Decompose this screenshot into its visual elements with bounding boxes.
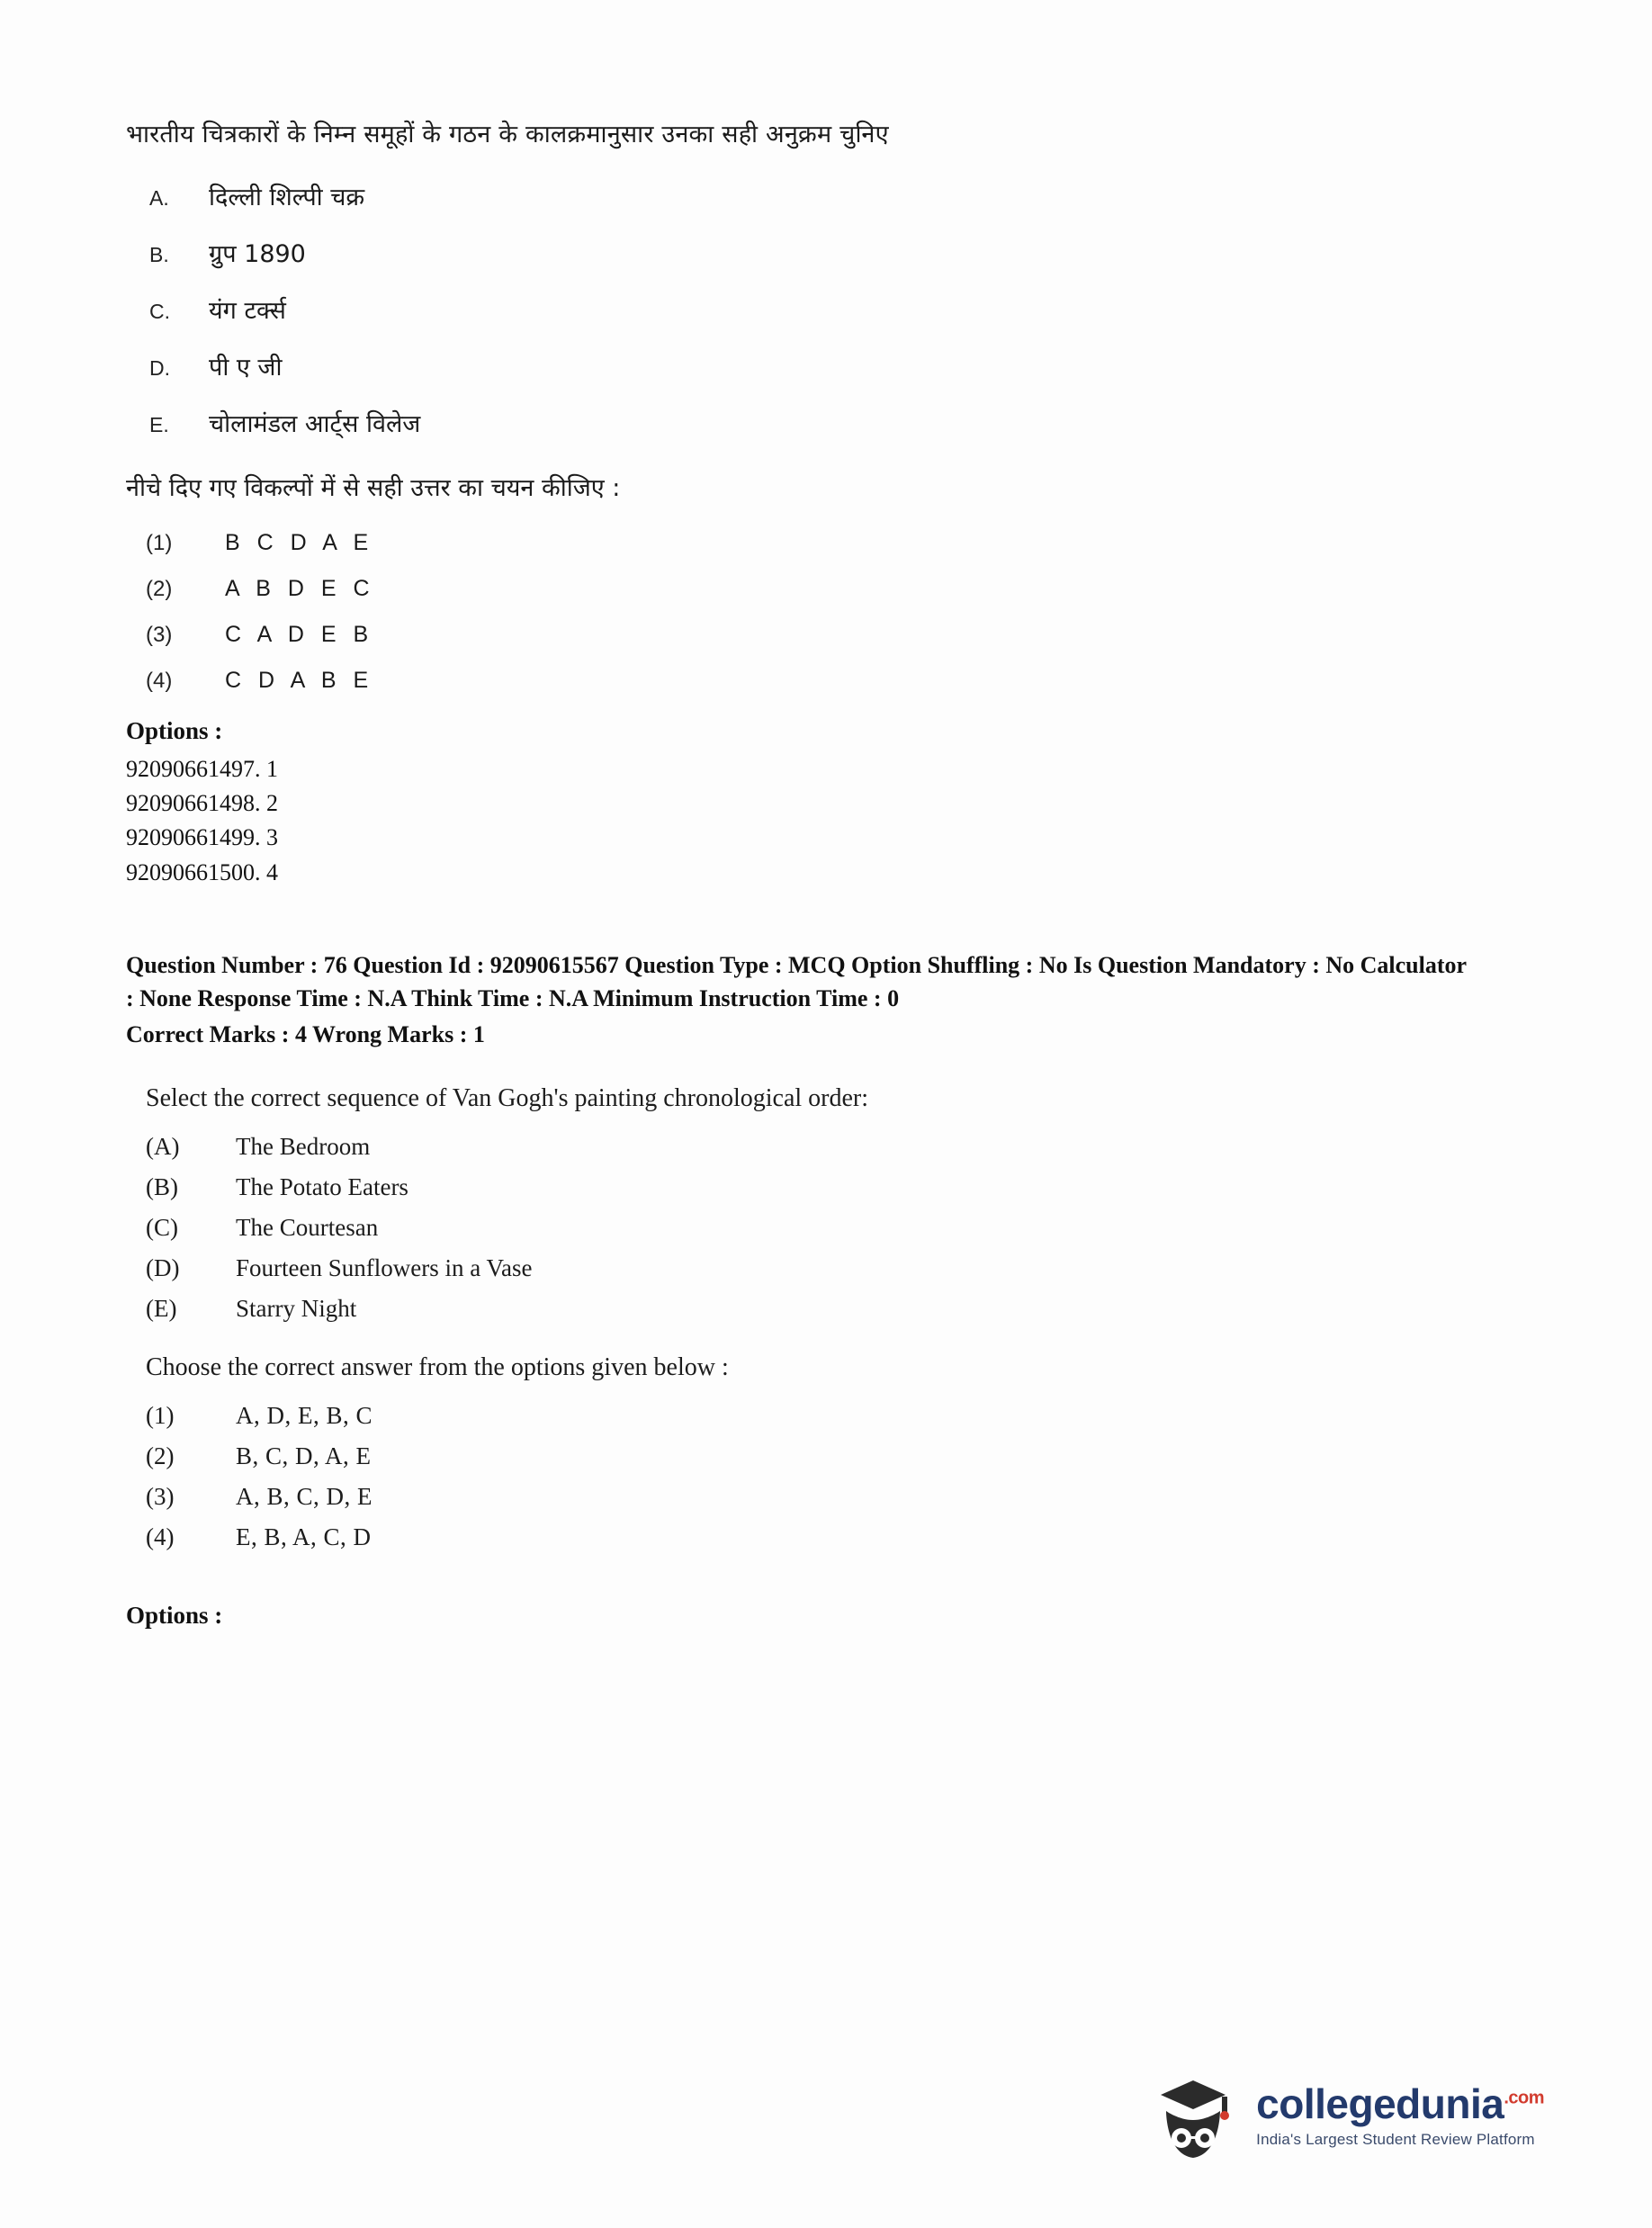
- english-list-item: [126, 1133, 1530, 1161]
- option-code: 92090661500. 4: [126, 858, 278, 885]
- options-heading-2: Options :: [126, 1602, 223, 1630]
- hindi-option-number: (4): [146, 668, 173, 693]
- options-heading: Options :: [126, 716, 223, 744]
- hindi-item-text: पी ए जी: [209, 353, 283, 382]
- hindi-answer-option[interactable]: [126, 622, 1530, 648]
- hindi-item-text: चोलामंडल आर्ट्स विलेज: [209, 409, 421, 438]
- hindi-list-item: [126, 406, 1530, 439]
- hindi-choose-instruction: नीचे दिए गए विकल्पों में से सही उत्तर का चयन कीजिए :: [126, 473, 621, 502]
- hindi-option-sequence: B C D A E: [225, 529, 374, 555]
- english-list-item: [126, 1254, 1530, 1282]
- english-answer-option[interactable]: [126, 1402, 1530, 1430]
- hindi-item-label: A.: [149, 185, 169, 210]
- question-marks: Correct Marks : 4 Wrong Marks : 1: [126, 1021, 485, 1048]
- english-answer-option[interactable]: [126, 1483, 1530, 1511]
- hindi-answer-option[interactable]: [126, 576, 1530, 602]
- watermark-brand-text: collegedunia: [1256, 2080, 1504, 2127]
- hindi-item-label: E.: [149, 412, 169, 436]
- english-item-text: The Potato Eaters: [236, 1173, 409, 1201]
- english-item-label: (E): [146, 1295, 177, 1323]
- hindi-answer-option[interactable]: [126, 530, 1530, 556]
- option-code: 92090661498. 2: [126, 789, 278, 816]
- collegedunia-watermark: [1145, 2064, 1544, 2165]
- watermark-brand-suffix: .com: [1504, 2088, 1544, 2108]
- hindi-question-block: [126, 117, 1530, 694]
- english-option-number: (2): [146, 1442, 175, 1470]
- english-item-text: Fourteen Sunflowers in a Vase: [236, 1254, 533, 1282]
- hindi-list-item: [126, 236, 1530, 269]
- english-option-sequence: B, C, D, A, E: [236, 1442, 372, 1470]
- english-list-item: [126, 1295, 1530, 1323]
- english-item-text: The Courtesan: [236, 1214, 379, 1242]
- collegedunia-logo-icon: [1145, 2064, 1242, 2165]
- english-question-block: [126, 1084, 1530, 1551]
- english-item-text: The Bedroom: [236, 1133, 371, 1161]
- english-item-label: (D): [146, 1254, 180, 1282]
- english-option-number: (1): [146, 1402, 175, 1430]
- document-content: [126, 117, 1530, 1630]
- english-item-label: (A): [146, 1133, 180, 1161]
- hindi-answer-option[interactable]: [126, 668, 1530, 694]
- hindi-option-number: (2): [146, 576, 173, 601]
- english-list-item: [126, 1214, 1530, 1242]
- english-answer-option[interactable]: [126, 1442, 1530, 1470]
- english-option-sequence: E, B, A, C, D: [236, 1523, 372, 1551]
- option-code: 92090661497. 1: [126, 755, 278, 782]
- english-item-label: (B): [146, 1173, 178, 1201]
- watermark-tagline: India's Largest Student Review Platform: [1256, 2130, 1535, 2148]
- english-answer-option[interactable]: [126, 1523, 1530, 1551]
- collegedunia-wordmark: [1256, 2080, 1544, 2148]
- hindi-list-item: [126, 349, 1530, 382]
- watermark-brand: [1256, 2080, 1544, 2127]
- hindi-option-sequence: C D A B E: [225, 667, 374, 693]
- english-option-sequence: A, D, E, B, C: [236, 1402, 373, 1430]
- hindi-list-item: [126, 179, 1530, 212]
- question-metadata: Question Number : 76 Question Id : 92090615567 Question Type : MCQ Option Shuffling : No Is Question Mandatory : No Calculator : None Response Time : N.A Think Time : N.A Minimum Instruction Time : 0: [126, 952, 1467, 1012]
- english-option-number: (4): [146, 1523, 175, 1551]
- english-item-label: (C): [146, 1214, 178, 1242]
- english-option-sequence: A, B, C, D, E: [236, 1483, 373, 1511]
- english-item-text: Starry Night: [236, 1295, 357, 1323]
- english-question-stem: Select the correct sequence of Van Gogh's painting chronological order:: [146, 1084, 869, 1113]
- hindi-option-sequence: A B D E C: [225, 575, 375, 601]
- hindi-item-text: ग्रुप 1890: [209, 239, 306, 268]
- hindi-item-label: C.: [149, 299, 170, 323]
- english-option-number: (3): [146, 1483, 175, 1511]
- english-list-item: [126, 1173, 1530, 1201]
- hindi-item-label: B.: [149, 242, 169, 266]
- hindi-option-sequence: C A D E B: [225, 621, 374, 647]
- hindi-option-number: (1): [146, 530, 173, 555]
- hindi-item-text: दिल्ली शिल्पी चक्र: [209, 183, 365, 211]
- hindi-list-item: [126, 292, 1530, 326]
- hindi-item-text: यंग टर्क्स: [209, 296, 286, 325]
- hindi-question-stem: भारतीय चित्रकारों के निम्न समूहों के गठन के कालक्रमानुसार उनका सही अनुक्रम चुनिए: [126, 121, 889, 148]
- hindi-option-number: (3): [146, 622, 173, 647]
- option-code: 92090661499. 3: [126, 824, 278, 851]
- english-choose-instruction: Choose the correct answer from the options given below :: [146, 1353, 729, 1382]
- hindi-item-label: D.: [149, 355, 170, 380]
